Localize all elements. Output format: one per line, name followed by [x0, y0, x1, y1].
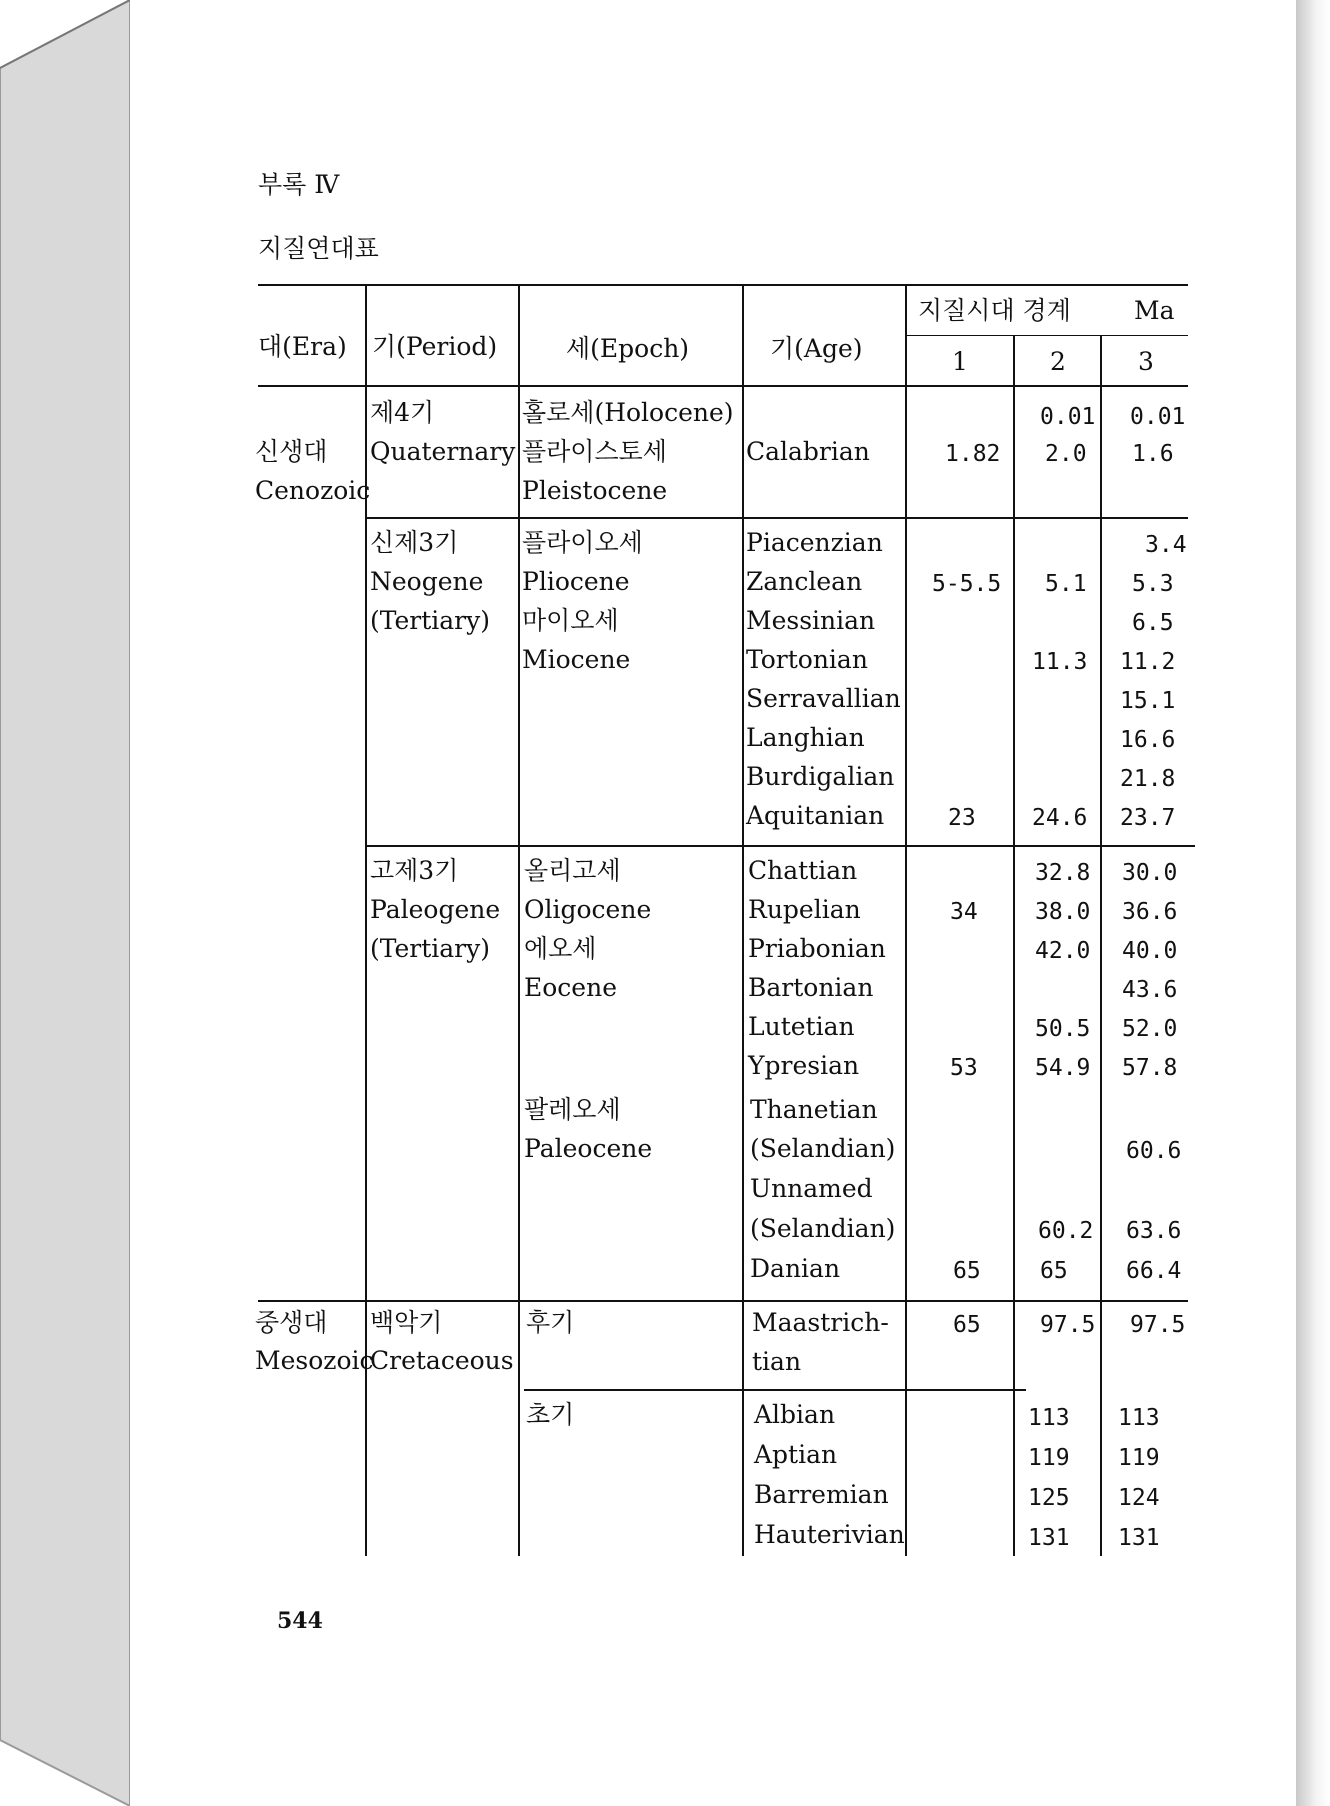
col3-rule [1100, 335, 1102, 1556]
epoch-pleistocene-en: Pleistocene [522, 476, 668, 505]
header-col1: 1 [952, 347, 968, 376]
period-paleogene-ko: 고제3기 [370, 856, 459, 885]
period-quaternary-ko: 제4기 [370, 398, 435, 427]
cell-age: (Selandian) [750, 1134, 896, 1163]
cell-c2: 65 [1040, 1258, 1068, 1284]
epoch-eocene-en: Eocene [524, 973, 617, 1002]
cell-age: Hauterivian [754, 1520, 905, 1549]
cell-age: Lutetian [748, 1012, 855, 1041]
header-era: 대(Era) [258, 332, 347, 361]
header-bottom-rule [258, 385, 1188, 387]
cell-c2: 42.0 [1035, 938, 1091, 964]
cell-age: Tortonian [746, 645, 868, 674]
cell-c2: 113 [1028, 1405, 1070, 1431]
epoch-oligocene-ko: 올리고세 [524, 856, 621, 885]
cell-c3: 36.6 [1122, 899, 1178, 925]
epoch-paleocene-en: Paleocene [524, 1134, 653, 1163]
cell-age: Chattian [748, 856, 858, 885]
header-unit: Ma [1134, 296, 1175, 325]
cell-c2: 2.0 [1045, 441, 1087, 467]
cell-age: Thanetian [750, 1095, 878, 1124]
cell-c3: 119 [1118, 1445, 1160, 1471]
cell-c3: 5.3 [1132, 571, 1174, 597]
cell-c2: 0.01 [1040, 404, 1096, 430]
epoch-col-rule [518, 284, 520, 1556]
cell-c2: 11.3 [1032, 649, 1088, 675]
header-col3: 3 [1138, 347, 1154, 376]
cell-c2: 97.5 [1040, 1312, 1096, 1338]
col1-rule [905, 284, 907, 1556]
cell-c1: 53 [950, 1055, 978, 1081]
cell-c3: 1.6 [1132, 441, 1174, 467]
cell-c3: 3.4 [1145, 532, 1187, 558]
cell-c3: 43.6 [1122, 977, 1178, 1003]
cell-c3: 40.0 [1122, 938, 1178, 964]
header-epoch: 세(Epoch) [566, 334, 690, 363]
cell-age: Ypresian [748, 1051, 860, 1080]
cell-c2: 50.5 [1035, 1016, 1091, 1042]
period-cretaceous-en: Cretaceous [370, 1346, 514, 1375]
period-paleogene-paren: (Tertiary) [370, 934, 491, 963]
table-title: 지질연대표 [258, 234, 379, 263]
epoch-late: 후기 [526, 1308, 575, 1337]
late-cretaceous-bottom-rule [524, 1389, 1026, 1391]
cell-age: Rupelian [748, 895, 861, 924]
cell-c1: 5-5.5 [932, 571, 1002, 597]
cell-c2: 125 [1028, 1485, 1070, 1511]
cell-age: Zanclean [746, 567, 863, 596]
period-neogene-paren: (Tertiary) [370, 606, 491, 635]
cell-age: Burdigalian [746, 762, 895, 791]
header-boundary-group: 지질시대 경계 [918, 296, 1071, 325]
cell-c1: 1.82 [945, 441, 1001, 467]
epoch-eocene-ko: 에오세 [524, 934, 597, 963]
header-age: 기(Age) [770, 334, 863, 363]
cell-c2: 5.1 [1045, 571, 1087, 597]
quaternary-bottom-rule [365, 517, 1188, 519]
era-mesozoic-ko: 중생대 [255, 1308, 328, 1337]
neogene-bottom-rule [365, 845, 1195, 847]
cell-age: Albian [754, 1400, 836, 1429]
epoch-pliocene-ko: 플라이오세 [522, 528, 643, 557]
cell-c3: 6.5 [1132, 610, 1174, 636]
cell-c2: 24.6 [1032, 805, 1088, 831]
period-neogene-ko: 신제3기 [370, 528, 459, 557]
page-number: 544 [277, 1608, 323, 1634]
cell-c3: 16.6 [1120, 727, 1176, 753]
header-col2: 2 [1050, 347, 1066, 376]
epoch-pleistocene-ko: 플라이스토세 [522, 437, 667, 466]
cell-age: Danian [750, 1254, 841, 1283]
cell-c3: 66.4 [1126, 1258, 1182, 1284]
epoch-miocene-en: Miocene [522, 645, 631, 674]
cell-c2: 38.0 [1035, 899, 1091, 925]
cell-age: Aptian [754, 1440, 838, 1469]
cell-c2: 131 [1028, 1525, 1070, 1551]
cell-c3: 97.5 [1130, 1312, 1186, 1338]
cell-age: tian [752, 1347, 802, 1376]
period-quaternary-en: Quaternary [370, 437, 516, 466]
table-top-rule [258, 284, 1188, 286]
epoch-miocene-ko: 마이오세 [522, 606, 619, 635]
age-col-rule [742, 284, 744, 1556]
cell-c2: 54.9 [1035, 1055, 1091, 1081]
appendix-label: 부록 Ⅳ [258, 170, 340, 199]
cell-c3: 113 [1118, 1405, 1160, 1431]
cell-age: Messinian [746, 606, 876, 635]
period-paleogene-en: Paleogene [370, 895, 501, 924]
cell-c3: 0.01 [1130, 404, 1186, 430]
cell-c2: 119 [1028, 1445, 1070, 1471]
epoch-pliocene-en: Pliocene [522, 567, 630, 596]
period-neogene-en: Neogene [370, 567, 484, 596]
cell-age: Unnamed [750, 1174, 873, 1203]
era-cenozoic-en: Cenozoic [255, 476, 371, 505]
page-edge-shadow [1296, 0, 1330, 1806]
era-mesozoic-en: Mesozoic [255, 1346, 374, 1375]
cell-c2: 32.8 [1035, 860, 1091, 886]
cell-c3: 23.7 [1120, 805, 1176, 831]
period-cretaceous-ko: 백악기 [370, 1308, 443, 1337]
cell-c3: 124 [1118, 1485, 1160, 1511]
cell-age: Maastrich- [752, 1308, 889, 1337]
cell-c3: 63.6 [1126, 1218, 1182, 1244]
cell-age: Barremian [754, 1480, 889, 1509]
header-period: 기(Period) [372, 332, 498, 361]
cell-age: (Selandian) [750, 1214, 896, 1243]
cell-c1: 34 [950, 899, 978, 925]
header-sub-rule [905, 335, 1188, 336]
cell-c3: 57.8 [1122, 1055, 1178, 1081]
cell-age: Aquitanian [746, 801, 885, 830]
cell-c2: 60.2 [1038, 1218, 1094, 1244]
cell-c1: 65 [953, 1258, 981, 1284]
col2-rule [1013, 335, 1015, 1556]
epoch-paleocene-ko: 팔레오세 [524, 1095, 621, 1124]
cell-c3: 30.0 [1122, 860, 1178, 886]
epoch-early: 초기 [526, 1400, 575, 1429]
cell-age: Bartonian [748, 973, 874, 1002]
cell-c3: 15.1 [1120, 688, 1176, 714]
cell-c3: 52.0 [1122, 1016, 1178, 1042]
epoch-oligocene-en: Oligocene [524, 895, 652, 924]
cell-age: Serravallian [746, 684, 901, 713]
cell-c1: 23 [948, 805, 976, 831]
epoch-holocene: 홀로세(Holocene) [522, 398, 734, 427]
cell-c3: 11.2 [1120, 649, 1176, 675]
cenozoic-bottom-rule [258, 1300, 1188, 1302]
cell-age: Calabrian [746, 437, 870, 466]
era-cenozoic-ko: 신생대 [255, 437, 328, 466]
cell-age: Langhian [746, 723, 865, 752]
cell-c3: 60.6 [1126, 1138, 1182, 1164]
cell-c3: 131 [1118, 1525, 1160, 1551]
cell-c1: 65 [953, 1312, 981, 1338]
cell-c3: 21.8 [1120, 766, 1176, 792]
cell-age: Piacenzian [746, 528, 883, 557]
cell-age: Priabonian [748, 934, 886, 963]
